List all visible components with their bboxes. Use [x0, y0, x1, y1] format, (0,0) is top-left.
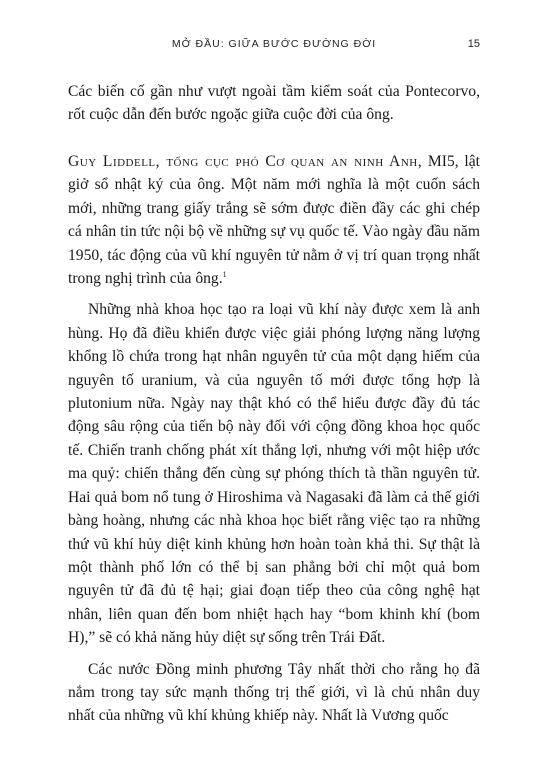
footnote-marker: 1	[222, 270, 227, 280]
running-header	[0, 38, 548, 54]
paragraph-1: Các biến cố gần như vượt ngoài tầm kiểm soát của Pontecorvo, rốt cuộc dẫn đến bước ngoặc giữa cuộc đời của ông.	[68, 83, 480, 124]
section-closing	[68, 80, 480, 127]
running-title: MỞ ĐẦU: GIỮA BƯỚC ĐƯỜNG ĐỜI	[171, 38, 377, 50]
section-opening	[68, 150, 480, 728]
paragraph-2-lead: Guy Liddell, tổng cục phó Cơ quan an ninh Anh,	[68, 153, 423, 170]
paragraph-3: Những nhà khoa học tạo ra loại vũ khí này được xem là anh hùng. Họ đã điều khiển được việc giải phóng lượng năng lượng khổng lồ chứa trong hạt nhân nguyên tử của một dạng hiếm của nguyên tố uranium, và của nguyên tố mới được tổng hợp là plutonium nữa. Ngày nay thật khó có thể hiểu được đầy đủ tác động sâu rộng của tiến bộ này đối với cộng đồng khoa học quốc tế. Chiến tranh chống phát xít thắng lợi, nhưng với một hiệp ước ma quỷ: chiến thắng đến cùng sự phóng thích tà thần nguyên tử. Hai quả bom nổ tung ở Hiroshima và Nagasaki đã làm cả thế giới bàng hoàng, nhưng các nhà khoa học biết rằng việc tạo ra những thứ vũ khí hủy diệt kinh khủng hơn hoàn toàn khả thi. Sự thật là một thành phố lớn có thể bị san phẳng bởi chỉ một quả bom nguyên tử đã đủ tệ hại; giai đoạn tiếp theo của công nghệ hạt nhân, liên quan đến bom nhiệt hạch hay “bom khinh khí (bom H),” sẽ có khả năng hủy diệt sự sống trên Trái Đất.	[68, 301, 480, 647]
paragraph-2-rest: MI5, lật giở sổ nhật ký của ông. Một năm mới nghĩa là một cuốn sách mới, những trang giấy trắng sẽ sớm được điền đầy các ghi chép cá nhân tin tức nội bộ về những sự vụ quốc tế. Vào ngày đầu năm 1950, tác động của vũ khí nguyên tử nằm ở vị trí quan trọng nhất trong nghị trình của ông.	[68, 153, 480, 288]
paragraph-4: Các nước Đồng minh phương Tây nhất thời cho rằng họ đã nắm trong tay sức mạnh thống trị thế giới, vì là chủ nhân duy nhất của những vũ khí khủng khiếp này. Nhất là Vương quốc	[68, 660, 480, 725]
paragraph-2	[68, 150, 480, 290]
page-number: 15	[467, 38, 480, 50]
